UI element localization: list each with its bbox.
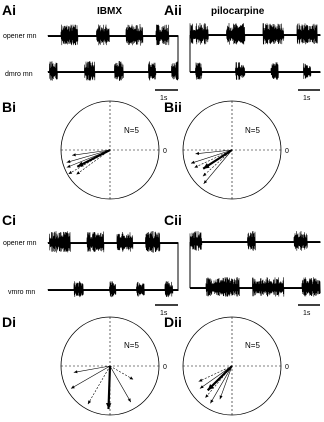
phase-vector-5-head <box>74 370 78 373</box>
n-label-di: N=5 <box>124 341 139 350</box>
label-di: Di <box>2 314 16 330</box>
label-bii: Bii <box>164 99 182 115</box>
n-label-bii: N=5 <box>245 126 260 135</box>
phase-vector-2-head <box>194 165 198 168</box>
label-aii: Aii <box>164 2 182 18</box>
scale-label-cii: 1s <box>303 310 311 317</box>
phase-vector-2-head <box>205 394 209 398</box>
phase-vector-5-head <box>72 153 76 156</box>
title-ibmx: IBMX <box>97 6 122 17</box>
trace-cii-top <box>190 231 320 251</box>
zero-label-dii: 0 <box>285 364 289 371</box>
label-ai: Ai <box>2 2 16 18</box>
mean-phase-vector <box>109 366 111 409</box>
n-label-bi: N=5 <box>124 126 139 135</box>
label-cii: Cii <box>164 212 182 228</box>
mean-phase-vector-head <box>106 403 111 409</box>
phase-vector-2-head <box>88 400 91 404</box>
label-opener-mn-a: opener mn <box>3 33 37 40</box>
trace-aii-top <box>190 23 320 45</box>
phase-vector-2-head <box>68 171 72 174</box>
trace-ci-top <box>48 231 178 253</box>
trace-ci-bottom <box>48 281 178 297</box>
zero-label-bii: 0 <box>285 148 289 155</box>
phase-vector-4-head <box>130 376 134 379</box>
phase-vector-3-head <box>191 161 195 164</box>
n-label-dii: N=5 <box>245 341 260 350</box>
trace-ai-bottom <box>48 61 178 81</box>
scale-label-aii: 1s <box>303 95 311 102</box>
label-dmro-mn: dmro mn <box>5 71 33 78</box>
trace-aii-bottom <box>190 62 320 80</box>
label-bi: Bi <box>2 99 16 115</box>
label-dii: Dii <box>164 314 182 330</box>
polar-plot-bii <box>183 101 281 199</box>
label-vmro-mn: vmro mn <box>8 289 36 296</box>
label-ci: Ci <box>2 212 16 228</box>
polar-plot-dii <box>183 317 281 415</box>
trace-cii-bottom <box>190 277 320 296</box>
phase-vector-3-head <box>200 385 204 388</box>
zero-label-di: 0 <box>163 364 167 371</box>
phase-vector-4 <box>110 366 133 380</box>
polar-plot-bi <box>61 101 159 199</box>
scale-label-ai: 1s <box>160 95 168 102</box>
trace-ai-top <box>48 24 178 46</box>
polar-plot-di <box>61 317 159 415</box>
zero-label-bi: 0 <box>163 148 167 155</box>
phase-vector-4-head <box>203 173 207 177</box>
phase-vector-4-head <box>76 171 80 174</box>
phase-vector-3 <box>110 366 131 402</box>
title-pilocarpine: pilocarpine <box>211 6 265 17</box>
phase-vector-2 <box>88 366 110 404</box>
phase-vector-5-head <box>220 395 223 399</box>
scale-label-ci: 1s <box>160 310 168 317</box>
label-opener-mn-c: opener mn <box>3 240 37 247</box>
